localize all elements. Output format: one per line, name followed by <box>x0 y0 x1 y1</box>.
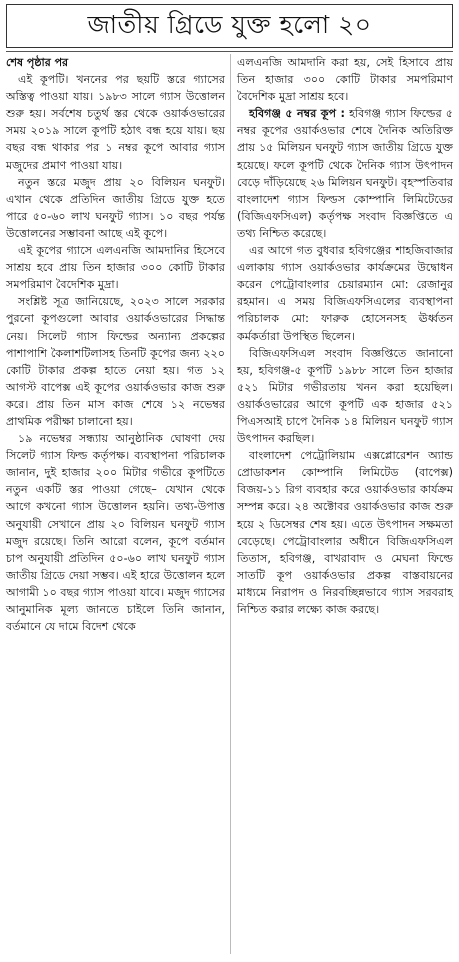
headline-rule <box>6 51 453 52</box>
paragraph: এই কূপের গ্যাসে এলএনজি আমদানির হিসেবে সাশ্রয় হবে প্রায় তিন হাজার ৩০০ কোটি টাকার সমপরিমাণ বৈদেশিক মুদ্রা। <box>6 244 225 292</box>
paragraph: এর আগে গত বুধবার হবিগঞ্জের শাহজিবাজার এলাকায় গ্যাস ওয়ার্কওভার কার্যক্রমের উদ্বোধন করেন পেট্রোবাংলার চেয়ারম্যান মো: রেজানুর রহমান। এ সময় বিজিএফসিএলের ব্যবস্থাপনা পরিচালক মো: ফারুক হোসেনসহ ঊর্ধ্বতন কর্মকর্তারা উপস্থিত ছিলেন। <box>237 244 453 343</box>
paragraph: ১৯ নভেম্বর সন্ধ্যায় আনুষ্ঠানিক ঘোষণা দেয় সিলেট গ্যাস ফিল্ড কর্তৃপক্ষ। ব্যবস্থাপনা পরিচালক জানান, দুই হাজার ২০০ মিটার গভীরে কূপটিতে নতুন একটি স্তর পাওয়া গেছে– যেখান থেকে আগে কখনো গ্যাস উত্তোলন হয়নি। তথ্য-উপাত্ত অনুযায়ী সেখানে প্রায় ২০ বিলিয়ন ঘনফুট গ্যাস মজুদ রয়েছে। তিনি আরো বলেন, কূপে বর্তমান চাপ অনুযায়ী প্রতিদিন ৫০-৬০ লাখ ঘনফুট গ্যাস জাতীয় গ্রিডে দেয়া সম্ভব। এই হারে উত্তোলন হলে আগামী ১০ বছর গ্যাস পাওয়া যাবে। মজুদ গ্যাসের আনুমানিক মূল্য জানতে চাইলে তিনি জানান, বর্তমানে যে দামে বিদেশ থেকে <box>6 432 225 634</box>
column-divider <box>230 54 231 954</box>
paragraph: নতুন স্তরে মজুদ প্রায় ২০ বিলিয়ন ঘনফুট। এখান থেকে প্রতিদিন জাতীয় গ্রিডে যুক্ত হতে পারে ৫০-৬০ লাখ ঘনফুট গ্যাস। ১০ বছর পর্যন্ত উত্তোলনের সম্ভাবনা আছে এই কূপে। <box>6 175 225 240</box>
subhead-lead: হবিগঞ্জ <box>349 107 382 121</box>
subhead-paragraph <box>237 105 453 242</box>
right-column <box>237 54 453 618</box>
paragraph: এলএনজি আমদানি করা হয়, সেই হিসাবে প্রায় তিন হাজার ৩০০ কোটি টাকার সমপরিমাণ বৈদেশিক মুদ্রা সাশ্রয় হবে। <box>237 56 453 104</box>
subhead: হবিগঞ্জ ৫ নম্বর কূপ : <box>249 107 345 121</box>
paragraph: বিজিএফসিএল সংবাদ বিজ্ঞপ্তিতে জানানো হয়, হবিগঞ্জ-৫ কূপটি ১৯৮৮ সালে তিন হাজার ৫২১ মিটার গভীরতায় খনন করা হয়েছিল। ওয়ার্কওভারের আগে কূপটি এক হাজার ৫২১ পিএসআই চাপে দৈনিক ১৪ মিলিয়ন ঘনফুট গ্যাস উৎপাদন করছিল। <box>237 346 453 446</box>
paragraph: গ্যাস ফিল্ডের ৫ নম্বর কূপের ওয়ার্কওভার শেষে দৈনিক অতিরিক্ত প্রায় ১৫ মিলিয়ন ঘনফুট গ্যাস জাতীয় গ্রিডে যুক্ত হয়েছে। ফলে কূপটি থেকে দৈনিক গ্যাস উৎপাদন বেড়ে দাঁড়িয়েছে ২৬ মিলিয়ন ঘনফুট। বৃহস্পতিবার বাংলাদেশ গ্যাস ফিল্ডস কোম্পানি লিমিটেডের (বিজিএফসিএল) কর্তৃপক্ষ সংবাদ বিজ্ঞপ্তিতে এ তথ্য নিশ্চিত করেছে। <box>237 107 453 240</box>
continuation-kicker: শেষ পৃষ্ঠার পর <box>6 56 69 69</box>
left-column <box>6 54 225 635</box>
headline: জাতীয় গ্রিডে যুক্ত হলো ২০ <box>6 4 453 48</box>
paragraph: বাংলাদেশ পেট্রোলিয়াম এক্সপ্লোরেশন অ্যান্ড প্রোডাকশন কোম্পানি লিমিটেড (বাপেক্স) বিজয়-১১ রিগ ব্যবহার করে ওয়ার্কওভার কার্যক্রম সম্পন্ন করে। ২৪ অক্টোবর ওয়ার্কওভার কাজ শুরু হয়ে ২ ডিসেম্বর শেষ হয়। এতে উৎপাদন সক্ষমতা বেড়েছে। পেট্রোবাংলার অধীনে বিজিএফসিএল তিতাস, হবিগঞ্জ, বাখরাবাদ ও মেঘনা ফিল্ডে সাতটি কূপ ওয়ার্কওভার প্রকল্প বাস্তবায়নের মাধ্যমে নিরাপদ ও নিরবচ্ছিন্নভাবে গ্যাস সরবরাহ নিশ্চিত করার লক্ষ্যে কাজ করছে। <box>237 449 453 616</box>
paragraph: সংশ্লিষ্ট সূত্র জানিয়েছে, ২০২৩ সালে সরকার পুরনো কূপগুলো আবার ওয়ার্কওভারের সিদ্ধান্ত নেয়। সিলেট গ্যাস ফিল্ডের অন্যান্য প্রকল্পের পাশাপাশি কৈলাশটিলাসহ তিনটি কূপের জন্য ২২০ কোটি টাকার প্রকল্প হাতে নেয়া হয়। গত ১২ আগস্ট বাপেক্স এই কূপের ওয়ার্কওভার কাজ শুরু করে। প্রায় তিন মাস কাজ শেষে ১২ নভেম্বর প্রাথমিক পরীক্ষা চালানো হয়। <box>6 295 225 428</box>
paragraph: এই কূপটি। খননের পর ছয়টি স্তরে গ্যাসের অস্তিত্ব পাওয়া যায়। ১৯৮৩ সালে গ্যাস উত্তোলন শুরু হয়। সর্বশেষ চতুর্থ স্তর থেকে ওয়ার্কওভারের সময় ২০১৯ সালে কূপটি হঠাৎ বন্ধ হয়ে যায়। ছয় বছর বন্ধ থাকার পর ১ নম্বর কূপে আবার গ্যাস মজুদের প্রমাণ পাওয়া যায়। <box>6 73 225 172</box>
